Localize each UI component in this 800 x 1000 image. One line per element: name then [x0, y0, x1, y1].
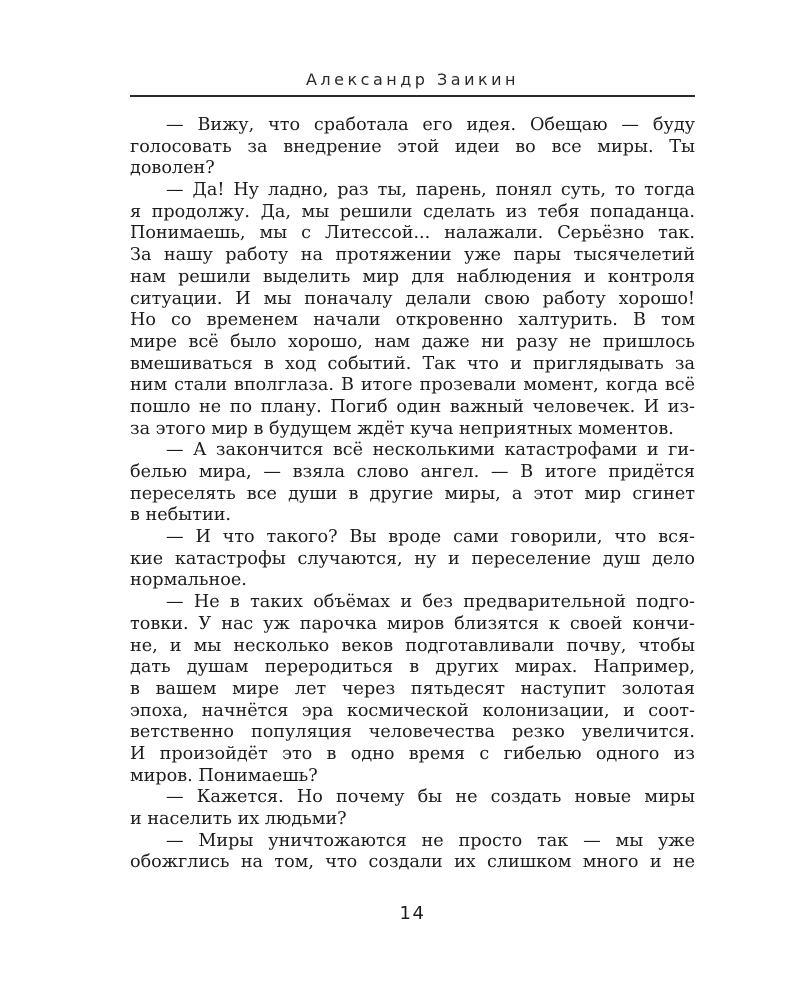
text-line: вмешиваться в ход событий. Так что и приглядывать за: [130, 353, 695, 374]
text-line: ним стали вполглаза. В итоге прозевали момент, когда всё: [130, 375, 695, 396]
text-line: доволен?: [130, 158, 215, 179]
text-line: голосовать за внедрение этой идеи во все миры. Ты: [130, 136, 695, 157]
text-line: товки. У нас уж парочка миров близятся к своей кончи-: [130, 613, 695, 634]
text-line: за этого мир в будущем ждёт куча неприятных моментов.: [130, 418, 674, 439]
text-line: обожглись на том, что создали их слишком много и не: [130, 852, 695, 873]
text-line: переселять все души в другие миры, а этот мир сгинет: [130, 483, 695, 504]
text-line: ветственно популяция человечества резко увеличится.: [130, 722, 695, 743]
text-line: миров. Понимаешь?: [130, 765, 318, 786]
header-divider: [130, 95, 695, 97]
text-line: — А закончится всё несколькими катастрофами и ги-: [166, 440, 695, 461]
text-line: Но со временем начали откровенно халтурить. В том: [130, 310, 695, 331]
running-head-author: Александр Заикин: [305, 70, 520, 89]
text-line: — Кажется. Но почему бы не создать новые миры: [166, 787, 695, 808]
text-line: нормальное.: [130, 570, 247, 591]
text-line: не, и мы несколько веков подготавливали почву, чтобы: [130, 635, 695, 656]
text-line: За нашу работу на протяжении уже пары тысячелетий: [130, 245, 695, 266]
text-line: — И что такого? Вы вроде сами говорили, что вся-: [166, 527, 695, 548]
text-line: мире всё было хорошо, нам даже ни разу не пришлось: [130, 331, 695, 352]
text-line: кие катастрофы случаются, ну и переселение душ дело: [130, 548, 695, 569]
body-text: [130, 115, 695, 874]
text-line: — Вижу, что сработала его идея. Обещаю — буду: [166, 115, 695, 135]
text-line: эпоха, начнётся эра космической колонизации, и соот-: [130, 700, 695, 721]
page-number: 14: [399, 903, 426, 924]
text-line: — Миры уничтожаются не просто так — мы уже: [166, 830, 695, 851]
text-line: ситуации. И мы поначалу делали свою работу хорошо!: [130, 288, 695, 309]
text-line: — Не в таких объёмах и без предварительной подго-: [166, 592, 695, 613]
text-line: — Да! Ну ладно, раз ты, парень, понял суть, то тогда: [166, 180, 695, 201]
text-line: и населить их людьми?: [130, 809, 347, 829]
text-line: в небытии.: [130, 505, 232, 526]
text-line: белью мира, — взяла слово ангел. — В итоге придётся: [130, 462, 695, 482]
text-line: И произойдёт это в одно время с гибелью одного из: [130, 743, 695, 764]
text-line: Понимаешь, мы с Литессой... налажали. Серьёзно так.: [130, 223, 695, 244]
text-line: дать душам переродиться в других мирах. Например,: [130, 657, 695, 678]
text-line: нам решили выделить мир для наблюдения и контроля: [130, 266, 695, 287]
text-line: я продолжу. Да, мы решили сделать из тебя попаданца.: [130, 201, 695, 222]
text-line: пошло не по плану. Погиб один важный человечек. И из-: [130, 396, 695, 417]
text-line: в вашем мире лет через пятьдесят наступит золотая: [130, 678, 695, 699]
